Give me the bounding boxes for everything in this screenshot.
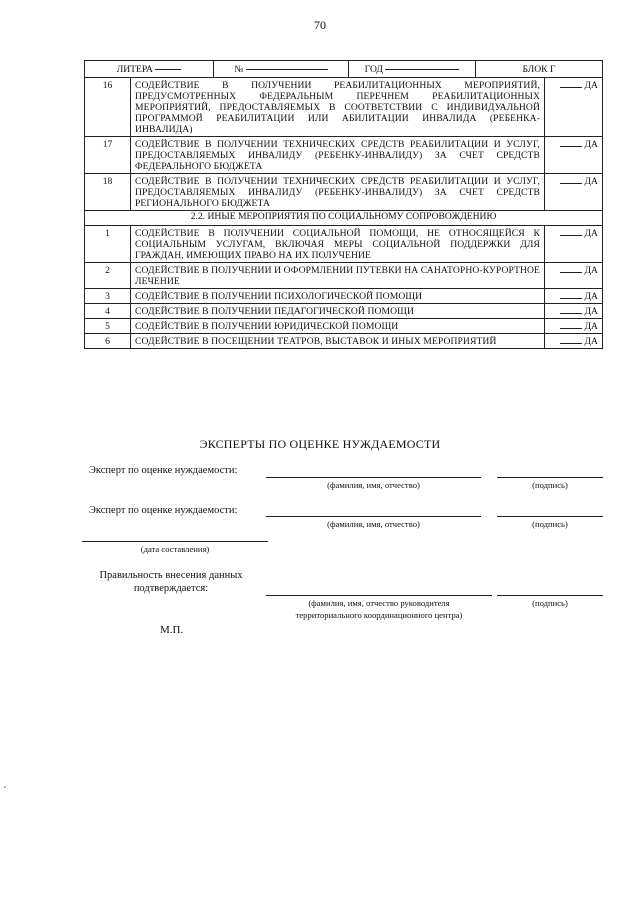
stamp-label: М.П.: [160, 624, 184, 636]
answer-cell: [545, 319, 603, 334]
head-fio-field[interactable]: [266, 595, 492, 596]
row-description: СОДЕЙСТВИЕ В ПОЛУЧЕНИИ ПСИХОЛОГИЧЕСКОЙ ПОМОЩИ: [131, 289, 545, 304]
row-description: СОДЕЙСТВИЕ В ПОЛУЧЕНИИ ТЕХНИЧЕСКИХ СРЕДСТВ РЕАБИЛИТАЦИИ И УСЛУГ, ПРЕДОСТАВЛЯЕМЫХ ИНВАЛИДУ (РЕБЕНКУ-ИНВАЛИДУ) ЗА СЧЕТ СРЕДСТВ ФЕДЕРАЛЬНОГО БЮДЖЕТА: [131, 137, 545, 174]
answer-field[interactable]: [560, 298, 582, 299]
expert2-signature-caption: (подпись): [532, 519, 568, 529]
answer-field[interactable]: [560, 87, 582, 88]
row-description: СОДЕЙСТВИЕ В ПОСЕЩЕНИИ ТЕАТРОВ, ВЫСТАВОК И ИНЫХ МЕРОПРИЯТИЙ: [131, 334, 545, 349]
number-label: №: [234, 63, 244, 75]
expert1-fio-caption: (фамилия, имя, отчество): [327, 480, 420, 490]
block-cell: [476, 61, 602, 77]
row-number: 16: [85, 78, 131, 137]
number-field[interactable]: [246, 69, 328, 70]
head-signature-field[interactable]: [497, 595, 603, 596]
row-number: 3: [85, 289, 131, 304]
answer-label: ДА: [584, 291, 598, 302]
head-signature-caption: (подпись): [532, 598, 568, 608]
assessment-table: [84, 60, 603, 349]
year-cell: [349, 61, 476, 77]
confirm-label-line1: Правильность внесения данных: [99, 570, 243, 581]
table-header-row: [85, 61, 603, 78]
answer-label: ДА: [584, 321, 598, 332]
table-row: [85, 78, 603, 137]
answer-cell: [545, 78, 603, 137]
answer-cell: [545, 334, 603, 349]
head-caption-line2: территориального координационного центра): [295, 610, 463, 620]
answer-label: ДА: [584, 176, 598, 187]
table-row: [85, 289, 603, 304]
table-row: [85, 226, 603, 263]
page-number: 70: [314, 18, 326, 32]
row-number: 17: [85, 137, 131, 174]
answer-cell: [545, 289, 603, 304]
litera-field[interactable]: [155, 69, 181, 70]
answer-label: ДА: [584, 336, 598, 347]
answer-cell: [545, 304, 603, 319]
expert1-signature-field[interactable]: [497, 477, 603, 478]
confirm-label-line2: подтверждается:: [133, 583, 209, 594]
row-description: СОДЕЙСТВИЕ В ПОЛУЧЕНИИ СОЦИАЛЬНОЙ ПОМОЩИ, НЕ ОТНОСЯЩЕЙСЯ К СОЦИАЛЬНЫМ УСЛУГАМ, ВКЛЮЧАЯ МЕРЫ СОЦИАЛЬНОЙ ПОДДЕРЖКИ ДЛЯ ГРАЖДАН, ИМЕЮЩИХ ПРАВО НА ИХ ПОЛУЧЕНИЕ: [131, 226, 545, 263]
table-row: [85, 263, 603, 289]
date-caption: (дата составления): [140, 544, 210, 554]
row-number: 2: [85, 263, 131, 289]
answer-field[interactable]: [560, 272, 582, 273]
row-number: 6: [85, 334, 131, 349]
litera-label: ЛИТЕРА: [116, 63, 153, 75]
answer-field[interactable]: [560, 343, 582, 344]
head-caption-line1: (фамилия, имя, отчество руководителя: [308, 598, 450, 608]
expert2-signature-field[interactable]: [497, 516, 603, 517]
scan-artifact-dot: [4, 786, 6, 788]
experts-title: ЭКСПЕРТЫ ПО ОЦЕНКЕ НУЖДАЕМОСТИ: [199, 437, 441, 451]
answer-field[interactable]: [560, 183, 582, 184]
answer-cell: [545, 174, 603, 211]
answer-cell: [545, 137, 603, 174]
row-description: СОДЕЙСТВИЕ В ПОЛУЧЕНИИ РЕАБИЛИТАЦИОННЫХ МЕРОПРИЯТИЙ, ПРЕДУСМОТРЕННЫХ ФЕДЕРАЛЬНЫМ ПЕРЕЧНЕМ РЕАБИЛИТАЦИОННЫХ МЕРОПРИЯТИЙ, ПРЕДОСТАВЛЯЕМЫХ В СООТВЕТСТВИИ С ИНДИВИДУАЛЬНОЙ ПРОГРАММОЙ РЕАБИЛИТАЦИИ ИЛИ АБИЛИТАЦИИ ИНВАЛИДА (РЕБЕНКА-ИНВАЛИДА): [131, 78, 545, 137]
answer-field[interactable]: [560, 328, 582, 329]
answer-label: ДА: [584, 265, 598, 276]
section-header-row: [85, 211, 603, 226]
row-number: 18: [85, 174, 131, 211]
row-description: СОДЕЙСТВИЕ В ПОЛУЧЕНИИ ПЕДАГОГИЧЕСКОЙ ПОМОЩИ: [131, 304, 545, 319]
answer-label: ДА: [584, 228, 598, 239]
table-row: [85, 304, 603, 319]
answer-cell: [545, 226, 603, 263]
answer-field[interactable]: [560, 313, 582, 314]
row-description: СОДЕЙСТВИЕ В ПОЛУЧЕНИИ ЮРИДИЧЕСКОЙ ПОМОЩИ: [131, 319, 545, 334]
expert2-label: Эксперт по оценке нуждаемости:: [89, 505, 238, 516]
number-cell: [214, 61, 349, 77]
row-number: 5: [85, 319, 131, 334]
answer-field[interactable]: [560, 146, 582, 147]
expert1-signature-caption: (подпись): [532, 480, 568, 490]
row-number: 4: [85, 304, 131, 319]
expert1-label: Эксперт по оценке нуждаемости:: [89, 465, 238, 476]
answer-label: ДА: [584, 139, 598, 150]
expert1-fio-field[interactable]: [266, 477, 481, 478]
row-number: 1: [85, 226, 131, 263]
answer-field[interactable]: [560, 235, 582, 236]
table-row: [85, 334, 603, 349]
answer-label: ДА: [584, 80, 598, 91]
answer-label: ДА: [584, 306, 598, 317]
block-label: БЛОК Г: [522, 63, 556, 75]
expert2-fio-field[interactable]: [266, 516, 481, 517]
answer-cell: [545, 263, 603, 289]
section-title: 2.2. ИНЫЕ МЕРОПРИЯТИЯ ПО СОЦИАЛЬНОМУ СОПРОВОЖДЕНИЮ: [85, 211, 603, 226]
row-description: СОДЕЙСТВИЕ В ПОЛУЧЕНИИ ТЕХНИЧЕСКИХ СРЕДСТВ РЕАБИЛИТАЦИИ И УСЛУГ, ПРЕДОСТАВЛЯЕМЫХ ИНВАЛИДУ (РЕБЕНКУ-ИНВАЛИДУ) ЗА СЧЕТ СРЕДСТВ РЕГИОНАЛЬНОГО БЮДЖЕТА: [131, 174, 545, 211]
year-label: ГОД: [364, 63, 383, 75]
table-row: [85, 319, 603, 334]
date-field[interactable]: [82, 541, 268, 542]
expert2-fio-caption: (фамилия, имя, отчество): [327, 519, 420, 529]
table-row: [85, 174, 603, 211]
litera-cell: [85, 61, 214, 77]
row-description: СОДЕЙСТВИЕ В ПОЛУЧЕНИИ И ОФОРМЛЕНИИ ПУТЕВКИ НА САНАТОРНО-КУРОРТНОЕ ЛЕЧЕНИЕ: [131, 263, 545, 289]
table-row: [85, 137, 603, 174]
year-field[interactable]: [385, 69, 459, 70]
